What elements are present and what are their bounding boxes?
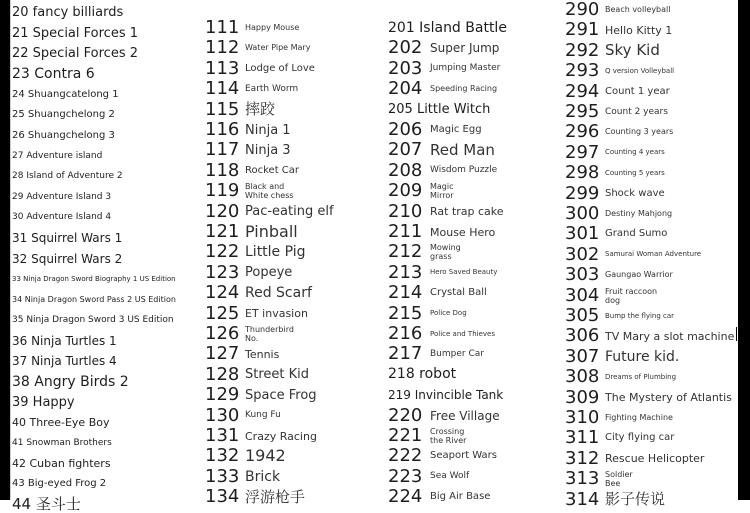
- game-title: 42 Cuban fighters: [12, 457, 111, 470]
- game-title: Pinball: [245, 222, 298, 241]
- game-entry[interactable]: [12, 209, 111, 225]
- game-title: Bumper Car: [430, 348, 484, 359]
- game-title: Shock wave: [605, 187, 665, 199]
- game-number: 128: [205, 363, 240, 385]
- game-number: 299: [565, 182, 600, 204]
- game-title: 1942: [245, 446, 286, 466]
- game-entry[interactable]: [12, 127, 115, 143]
- game-number: 221: [388, 425, 423, 446]
- game-title-line-2: dog: [605, 295, 621, 305]
- game-entry[interactable]: [388, 465, 470, 487]
- game-entry[interactable]: [205, 243, 306, 261]
- game-entry[interactable]: [205, 427, 317, 445]
- game-number: 111: [205, 17, 240, 38]
- game-title: Count 1 year: [605, 85, 670, 97]
- game-number: 303: [565, 264, 600, 286]
- game-number: 298: [565, 162, 600, 184]
- game-title: 205 Little Witch: [388, 101, 491, 117]
- game-title: 23 Contra 6: [12, 66, 95, 82]
- game-entry[interactable]: [205, 404, 281, 426]
- game-title-line-1: Fruit raccoon: [605, 286, 658, 296]
- game-entry[interactable]: [205, 182, 294, 200]
- game-entry[interactable]: [388, 200, 504, 222]
- game-number: 211: [388, 221, 423, 242]
- game-title: Lodge of Love: [245, 62, 315, 74]
- game-title: 20 fancy billiards: [12, 5, 124, 20]
- game-title: TV Mary a slot machine: [605, 329, 735, 343]
- game-entry[interactable]: [205, 141, 291, 159]
- game-title: [605, 470, 633, 488]
- game-title: 27 Adventure island: [12, 150, 103, 161]
- right-edge-bar: [738, 0, 750, 500]
- game-number: 310: [565, 407, 600, 428]
- game-title: 36 Ninja Turtles 1: [12, 333, 117, 348]
- game-entry[interactable]: [565, 123, 673, 141]
- game-entry[interactable]: [388, 243, 461, 261]
- game-title: 21 Special Forces 1: [12, 25, 138, 41]
- game-number: 204: [388, 78, 423, 100]
- game-title: Water Pipe Mary: [245, 43, 311, 53]
- game-title: Speeding Racing: [430, 84, 498, 94]
- game-number: 302: [565, 243, 600, 265]
- game-entry[interactable]: [565, 368, 676, 386]
- game-number: 118: [205, 159, 240, 181]
- game-entry[interactable]: [565, 307, 674, 325]
- game-entry[interactable]: [205, 200, 334, 222]
- game-number: 294: [565, 80, 600, 102]
- left-divider: [10, 0, 11, 500]
- game-number: 125: [205, 302, 240, 324]
- game-title: Rocket Car: [245, 164, 300, 176]
- game-number: 134: [205, 486, 240, 508]
- game-number: 132: [205, 445, 240, 467]
- game-entry[interactable]: [388, 39, 499, 57]
- game-title: Jumping Master: [430, 63, 501, 74]
- game-title: Space Frog: [245, 387, 317, 403]
- game-number: 307: [565, 345, 600, 367]
- game-list-column-1: [12, 0, 202, 513]
- game-entry[interactable]: [205, 325, 294, 343]
- game-entry[interactable]: [388, 223, 495, 241]
- game-title: 41 Snowman Brothers: [12, 437, 112, 448]
- game-number: 290: [565, 0, 600, 20]
- game-number: 296: [565, 121, 600, 143]
- game-title: Earth Worm: [245, 83, 299, 94]
- game-entry[interactable]: [12, 496, 81, 512]
- game-number: 202: [388, 37, 423, 59]
- game-title: Mouse Hero: [430, 225, 496, 239]
- game-entry[interactable]: [388, 488, 490, 506]
- game-title: Police Dog: [430, 309, 467, 318]
- game-title: City flying car: [605, 432, 675, 444]
- game-entry[interactable]: [565, 429, 674, 447]
- game-title: 35 Ninja Dragon Sword 3 US Edition: [12, 314, 174, 325]
- game-title: 24 Shuangcatelong 1: [12, 88, 119, 100]
- game-title-line-1: Magic: [430, 182, 454, 192]
- game-title-line-2: Bee: [605, 479, 621, 489]
- game-entry[interactable]: [388, 101, 490, 117]
- game-entry[interactable]: [388, 57, 501, 79]
- game-entry[interactable]: [565, 470, 633, 488]
- game-title: Beach volleyball: [605, 5, 671, 14]
- game-number: 131: [205, 425, 240, 446]
- game-number: 301: [565, 223, 600, 245]
- game-title: [605, 287, 657, 305]
- game-title: 31 Squirrel Wars 1: [12, 231, 123, 245]
- game-number: 220: [388, 404, 423, 426]
- left-edge-bar: [0, 0, 10, 500]
- game-title: Ninja 3: [245, 142, 291, 158]
- game-number: 293: [565, 60, 600, 82]
- game-title: Crazy Racing: [245, 429, 317, 443]
- game-number: 126: [205, 323, 240, 344]
- game-number: 115: [205, 98, 240, 120]
- game-title: Counting 3 years: [605, 127, 674, 137]
- game-title: 33 Ninja Dragon Sword Biography 1 US Edition: [12, 274, 176, 283]
- game-entry[interactable]: [205, 447, 286, 465]
- game-number: 305: [565, 305, 600, 326]
- game-title: 38 Angry Birds 2: [12, 373, 129, 390]
- game-entry[interactable]: [388, 261, 498, 283]
- game-number: 306: [565, 325, 600, 347]
- game-entry[interactable]: [388, 302, 467, 324]
- game-number: 130: [205, 404, 240, 426]
- game-entry[interactable]: [205, 223, 298, 241]
- game-entry[interactable]: [565, 141, 665, 163]
- game-entry[interactable]: [12, 271, 176, 287]
- game-number: 209: [388, 180, 423, 202]
- game-number: 207: [388, 139, 423, 161]
- game-title: 219 Invincible Tank: [388, 387, 504, 402]
- game-entry[interactable]: [565, 62, 674, 80]
- game-entry[interactable]: [388, 19, 507, 35]
- game-entry[interactable]: [12, 435, 112, 451]
- game-entry[interactable]: [388, 404, 500, 426]
- game-number: 311: [565, 427, 600, 449]
- game-entry[interactable]: [12, 332, 117, 348]
- game-entry[interactable]: [565, 205, 672, 223]
- game-number: 208: [388, 159, 423, 181]
- game-entry[interactable]: [205, 488, 305, 506]
- game-entry[interactable]: [388, 386, 503, 402]
- game-entry[interactable]: [205, 159, 300, 181]
- game-entry[interactable]: [205, 363, 310, 385]
- game-title: Count 2 years: [605, 106, 668, 117]
- game-title-line-1: Mowing: [430, 243, 461, 253]
- game-title: 浮游枪手: [245, 487, 306, 506]
- game-entry[interactable]: [12, 230, 122, 246]
- game-title: Police and Thieves: [430, 329, 495, 338]
- game-entry[interactable]: [565, 243, 702, 265]
- game-list-column-3: [388, 0, 563, 508]
- game-title-line-2: grass: [430, 252, 452, 262]
- game-number: 217: [388, 343, 423, 365]
- game-title: Free Village: [430, 408, 500, 423]
- game-number: 295: [565, 101, 600, 122]
- game-title: Hello Kitty 1: [605, 23, 673, 37]
- game-entry[interactable]: [565, 103, 668, 121]
- game-number: 304: [565, 284, 600, 306]
- game-number: 312: [565, 447, 600, 469]
- game-title: 218 robot: [388, 366, 457, 383]
- game-entry[interactable]: [12, 86, 119, 102]
- game-entry[interactable]: [12, 353, 117, 369]
- game-entry[interactable]: [12, 148, 102, 164]
- game-entry[interactable]: [12, 168, 123, 184]
- game-title: 43 Big-eyed Frog 2: [12, 478, 107, 489]
- game-title: Counting 5 years: [605, 168, 665, 177]
- game-title: Pac-eating elf: [245, 204, 334, 220]
- game-title: Samurai Woman Adventure: [605, 250, 702, 259]
- game-title-line-2: No.: [245, 334, 259, 343]
- game-number: 222: [388, 445, 423, 467]
- text-cursor: [736, 327, 737, 341]
- game-title: Rat trap cake: [430, 205, 504, 219]
- game-entry[interactable]: [388, 80, 497, 98]
- game-title: 44 圣斗士: [12, 495, 81, 513]
- game-entry[interactable]: [12, 312, 174, 328]
- game-title: Destiny Mahjong: [605, 209, 673, 218]
- game-title: 29 Adventure Island 3: [12, 191, 112, 202]
- game-title: 30 Adventure Island 4: [12, 212, 112, 222]
- game-entry[interactable]: [205, 302, 308, 324]
- game-title: Rescue Helicopter: [605, 452, 705, 466]
- game-entry[interactable]: [205, 465, 281, 487]
- game-title: Street Kid: [245, 367, 310, 383]
- game-entry[interactable]: [565, 284, 658, 306]
- game-title: Big Air Base: [430, 491, 491, 503]
- game-number: 216: [388, 323, 423, 344]
- game-title: [245, 325, 294, 343]
- game-number: 300: [565, 203, 600, 224]
- game-number: 313: [565, 468, 600, 490]
- game-list-column-4: [565, 0, 735, 510]
- game-entry[interactable]: [388, 447, 497, 465]
- game-title: Sea Wolf: [430, 471, 470, 482]
- game-entry[interactable]: [565, 386, 732, 408]
- game-number: 223: [388, 465, 423, 487]
- game-number: 124: [205, 282, 240, 304]
- game-entry[interactable]: [565, 447, 705, 469]
- game-entry[interactable]: [565, 39, 660, 61]
- game-number: 122: [205, 241, 240, 263]
- game-title: Gaungao Warrior: [605, 270, 673, 280]
- game-entry[interactable]: [565, 327, 734, 345]
- game-entry[interactable]: [12, 394, 75, 410]
- game-entry[interactable]: [205, 19, 299, 37]
- game-entry[interactable]: [388, 427, 466, 445]
- game-title: 32 Squirrel Wars 2: [12, 251, 123, 266]
- game-title: [430, 427, 466, 445]
- game-entry[interactable]: [205, 386, 317, 404]
- game-number: 203: [388, 57, 423, 79]
- game-entry[interactable]: [12, 189, 111, 205]
- game-title: 28 Island of Adventure 2: [12, 171, 123, 181]
- game-title: Ninja 1: [245, 122, 291, 138]
- game-entry[interactable]: [12, 291, 176, 307]
- game-number: 116: [205, 119, 240, 140]
- game-entry[interactable]: [388, 284, 487, 302]
- game-entry[interactable]: [565, 80, 670, 102]
- game-title: 26 Shuangchelong 3: [12, 129, 115, 141]
- game-number: 112: [205, 37, 240, 59]
- game-title-line-2: White chess: [245, 191, 294, 201]
- game-entry[interactable]: [205, 39, 310, 57]
- game-title-line-1: Thunderbird: [245, 325, 294, 334]
- game-title: Brick: [245, 468, 281, 485]
- game-title: The Mystery of Atlantis: [605, 391, 732, 405]
- game-entry[interactable]: [388, 325, 495, 343]
- game-entry[interactable]: [388, 141, 495, 159]
- game-title: Crystal Ball: [430, 287, 487, 299]
- game-number: 114: [205, 78, 240, 100]
- game-title-line-1: Crossing: [430, 427, 465, 436]
- game-title: Q version Volleyball: [605, 66, 675, 75]
- game-entry[interactable]: [12, 414, 109, 430]
- game-entry[interactable]: [12, 45, 138, 61]
- game-number: 292: [565, 39, 600, 61]
- game-entry[interactable]: [205, 345, 279, 363]
- game-title-line-1: Soldier: [605, 470, 633, 480]
- game-title: Super Jump: [430, 41, 500, 56]
- game-entry[interactable]: [12, 107, 115, 123]
- game-number: 129: [205, 384, 240, 406]
- game-entry[interactable]: [12, 373, 129, 389]
- game-number: 117: [205, 139, 240, 161]
- game-entry[interactable]: [205, 98, 276, 120]
- game-title: Red Scarf: [245, 285, 312, 302]
- game-entry[interactable]: [565, 409, 673, 427]
- game-title: [430, 243, 461, 261]
- game-entry[interactable]: [388, 345, 484, 363]
- game-entry[interactable]: [388, 182, 454, 200]
- game-entry[interactable]: [565, 21, 672, 39]
- game-entry[interactable]: [12, 250, 122, 266]
- game-title: Fighting Machine: [605, 413, 673, 422]
- game-number: 213: [388, 261, 423, 283]
- game-entry[interactable]: [12, 476, 106, 492]
- game-list-column-2: [205, 0, 385, 508]
- game-entry[interactable]: [205, 121, 291, 139]
- game-entry[interactable]: [205, 80, 298, 98]
- game-title: [245, 182, 294, 200]
- game-title: Happy Mouse: [245, 23, 300, 32]
- game-title: Wisdom Puzzle: [430, 165, 498, 176]
- game-title: [430, 182, 454, 200]
- game-title: 34 Ninja Dragon Sword Pass 2 US Edition: [12, 294, 176, 304]
- game-entry[interactable]: [12, 25, 138, 41]
- game-title: 影子传说: [605, 490, 666, 509]
- game-entry[interactable]: [565, 1, 670, 19]
- game-number: 121: [205, 221, 240, 242]
- game-title: 201 Island Battle: [388, 19, 507, 36]
- game-entry[interactable]: [388, 159, 498, 181]
- game-title: 摔跤: [245, 100, 276, 119]
- game-number: 308: [565, 366, 600, 388]
- game-entry[interactable]: [565, 266, 673, 284]
- game-title: Magic Egg: [430, 124, 482, 135]
- game-number: 210: [388, 200, 423, 222]
- game-title: Kung Fu: [245, 410, 281, 421]
- game-title: Sky Kid: [605, 41, 660, 60]
- game-number: 206: [388, 119, 423, 140]
- game-entry[interactable]: [12, 66, 95, 82]
- game-entry[interactable]: [388, 121, 482, 139]
- game-title: Grand Sumo: [605, 228, 668, 240]
- game-title: 25 Shuangchelong 2: [12, 109, 115, 120]
- game-number: 214: [388, 282, 423, 304]
- game-number: 291: [565, 19, 600, 41]
- game-title: Little Pig: [245, 244, 306, 261]
- game-title: 22 Special Forces 2: [12, 46, 138, 61]
- game-number: 224: [388, 486, 423, 508]
- game-entry[interactable]: [388, 366, 456, 382]
- game-title: Hero Saved Beauty: [430, 268, 498, 277]
- game-entry[interactable]: [12, 455, 111, 471]
- game-title-line-1: Black and: [245, 182, 285, 192]
- game-entry[interactable]: [205, 57, 315, 79]
- game-title: Dreams of Plumbing: [605, 372, 677, 381]
- game-number: 212: [388, 241, 423, 263]
- game-title: Bump the flying car: [605, 311, 675, 320]
- game-title: 37 Ninja Turtles 4: [12, 354, 117, 368]
- game-entry[interactable]: [565, 345, 680, 367]
- game-number: 113: [205, 57, 240, 79]
- game-number: 133: [205, 465, 240, 487]
- game-number: 309: [565, 386, 600, 408]
- game-title: ET invasion: [245, 307, 308, 321]
- game-number: 297: [565, 141, 600, 163]
- game-title: 39 Happy: [12, 394, 75, 410]
- game-title: Future kid.: [605, 348, 680, 365]
- game-number: 120: [205, 200, 240, 222]
- game-entry[interactable]: [565, 182, 665, 204]
- game-number: 119: [205, 180, 240, 202]
- game-title: Tennis: [245, 347, 280, 361]
- game-number: 215: [388, 302, 423, 324]
- game-title: Red Man: [430, 140, 495, 159]
- game-entry[interactable]: [12, 4, 123, 20]
- game-title: Popeye: [245, 265, 293, 281]
- game-title-line-2: the River: [430, 436, 467, 445]
- game-number: 314: [565, 488, 600, 510]
- game-number: 127: [205, 343, 240, 365]
- game-title: Seaport Wars: [430, 450, 498, 462]
- game-number: 123: [205, 261, 240, 283]
- game-title: Counting 4 years: [605, 148, 665, 157]
- game-entry[interactable]: [565, 164, 665, 182]
- game-entry[interactable]: [205, 261, 293, 283]
- game-title-line-2: Mirror: [430, 191, 454, 201]
- game-entry[interactable]: [565, 225, 667, 243]
- game-entry[interactable]: [205, 284, 312, 302]
- game-title: 40 Three-Eye Boy: [12, 416, 110, 429]
